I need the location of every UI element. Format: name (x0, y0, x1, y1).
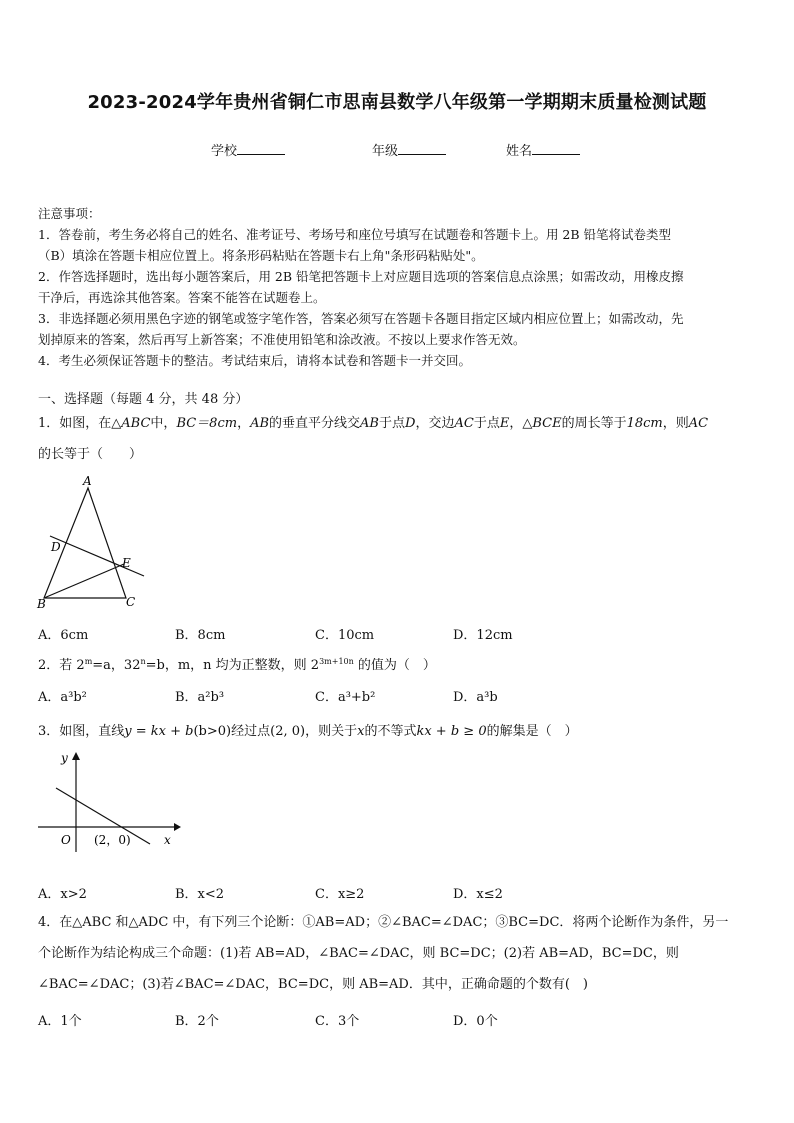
school-field (211, 140, 285, 159)
q4-choice-c[interactable]: C．3个 (315, 1014, 360, 1029)
question-4-line: ∠BAC=∠DAC；(3)若∠BAC=∠DAC，BC=DC，则 AB=AD．其中，正确命题的个数有( ) (38, 977, 588, 992)
question-1 (38, 408, 760, 470)
y-axis-label: y (61, 751, 68, 765)
label-b: B (37, 597, 46, 611)
notes-line: 4．考生必须保证答题卡的整洁。考试结束后，请将本试卷和答题卡一并交回。 (38, 353, 471, 368)
origin-label: O (61, 833, 71, 847)
q2-choice-c[interactable]: C．a³+b² (315, 690, 376, 705)
notes-block (38, 203, 758, 371)
question-2 (38, 646, 760, 681)
question-4-line: 4．在△ABC 和△ADC 中，有下列三个论断：①AB=AD；②∠BAC=∠DAC；③BC=DC．将两个论断作为条件，另一 (38, 915, 729, 930)
y-axis-arrow-icon (72, 752, 80, 760)
x-axis-arrow-icon (174, 823, 181, 831)
q4-choice-d[interactable]: D．0个 (453, 1014, 498, 1029)
q1-choice-b[interactable]: B．8cm (175, 628, 226, 643)
question-3-line: 3．如图，直线y = kx + b(b>0)经过点(2, 0)，则关于x的不等式kx + b ≥ 0的解集是（ ） (38, 724, 578, 739)
q1-triangle-figure (30, 474, 160, 614)
label-d: D (51, 540, 61, 554)
notes-heading: 注意事项： (38, 206, 101, 221)
point-label: (2，0) (94, 833, 131, 847)
label-e: E (122, 556, 131, 570)
q2-choice-b[interactable]: B．a²b³ (175, 690, 225, 705)
question-4-line: 个论断作为结论构成三个命题：(1)若 AB=AD，∠BAC=∠DAC，则 BC=DC；(2)若 AB=AD，BC=DC，则 (38, 946, 679, 961)
label-c: C (126, 595, 136, 609)
name-blank[interactable] (532, 142, 580, 155)
q3-choice-a[interactable]: A．x>2 (38, 887, 87, 902)
name-label: 姓名 (506, 144, 533, 159)
name-field (506, 140, 580, 159)
q1-choice-a[interactable]: A．6cm (38, 628, 89, 643)
q1-choice-d[interactable]: D．12cm (453, 628, 513, 643)
grade-label: 年级 (372, 144, 399, 159)
q3-choice-b[interactable]: B．x<2 (175, 887, 225, 902)
q3-choice-c[interactable]: C．x≥2 (315, 887, 365, 902)
q2-choice-d[interactable]: D．a³b (453, 690, 498, 705)
q1-choice-c[interactable]: C．10cm (315, 628, 375, 643)
q4-choice-a[interactable]: A．1个 (38, 1014, 82, 1029)
question-4 (38, 907, 760, 1000)
question-2-line: 2．若 $2^m=a$，$32^n=b$，m，n 均为正整数，则 $2^{3m+10n}$ 的值为（ ） (38, 657, 436, 673)
school-label: 学校 (211, 144, 238, 159)
question-1-line-2: 的长等于（ ） (38, 447, 143, 462)
q4-choice-b[interactable]: B．2个 (175, 1014, 219, 1029)
notes-line: （B）填涂在答题卡相应位置上。将条形码粘贴在答题卡右上角"条形码粘贴处"。 (38, 248, 484, 263)
question-3 (38, 716, 760, 747)
notes-line: 干净后，再选涂其他答案。答案不能答在试题卷上。 (38, 290, 326, 305)
label-a: A (83, 474, 92, 488)
q3-choice-d[interactable]: D．x≤2 (453, 887, 503, 902)
section-heading: 一、选择题（每题 4 分，共 48 分） (38, 392, 249, 407)
q3-graph-figure (36, 748, 186, 856)
school-blank[interactable] (237, 142, 285, 155)
grade-field (372, 140, 446, 159)
x-axis-label: x (164, 833, 171, 847)
notes-line: 3．非选择题必须用黑色字迹的钢笔或签字笔作答，答案必须写在答题卡各题目指定区域内相应位置上；如需改动，先 (38, 311, 684, 326)
grade-blank[interactable] (398, 142, 446, 155)
q2-choice-a[interactable]: A．a³b² (38, 690, 87, 705)
notes-line: 划掉原来的答案，然后再写上新答案；不准使用铅笔和涂改液。不按以上要求作答无效。 (38, 332, 526, 347)
question-1-line-1: 1．如图，在△ABC中，BC＝8cm，AB的垂直平分线交AB于点D，交边AC于点E，△BCE的周长等于18cm，则AC (38, 416, 709, 431)
notes-line: 2．作答选择题时，选出每小题答案后，用 2B 铅笔把答题卡上对应题目选项的答案信息点涂黑；如需改动，用橡皮擦 (38, 269, 684, 284)
page-title: 2023-2024学年贵州省铜仁市思南县数学八年级第一学期期末质量检测试题 (87, 92, 707, 113)
notes-line: 1．答卷前，考生务必将自己的姓名、准考证号、考场号和座位号填写在试题卷和答题卡上。用 2B 铅笔将试卷类型 (38, 227, 672, 242)
